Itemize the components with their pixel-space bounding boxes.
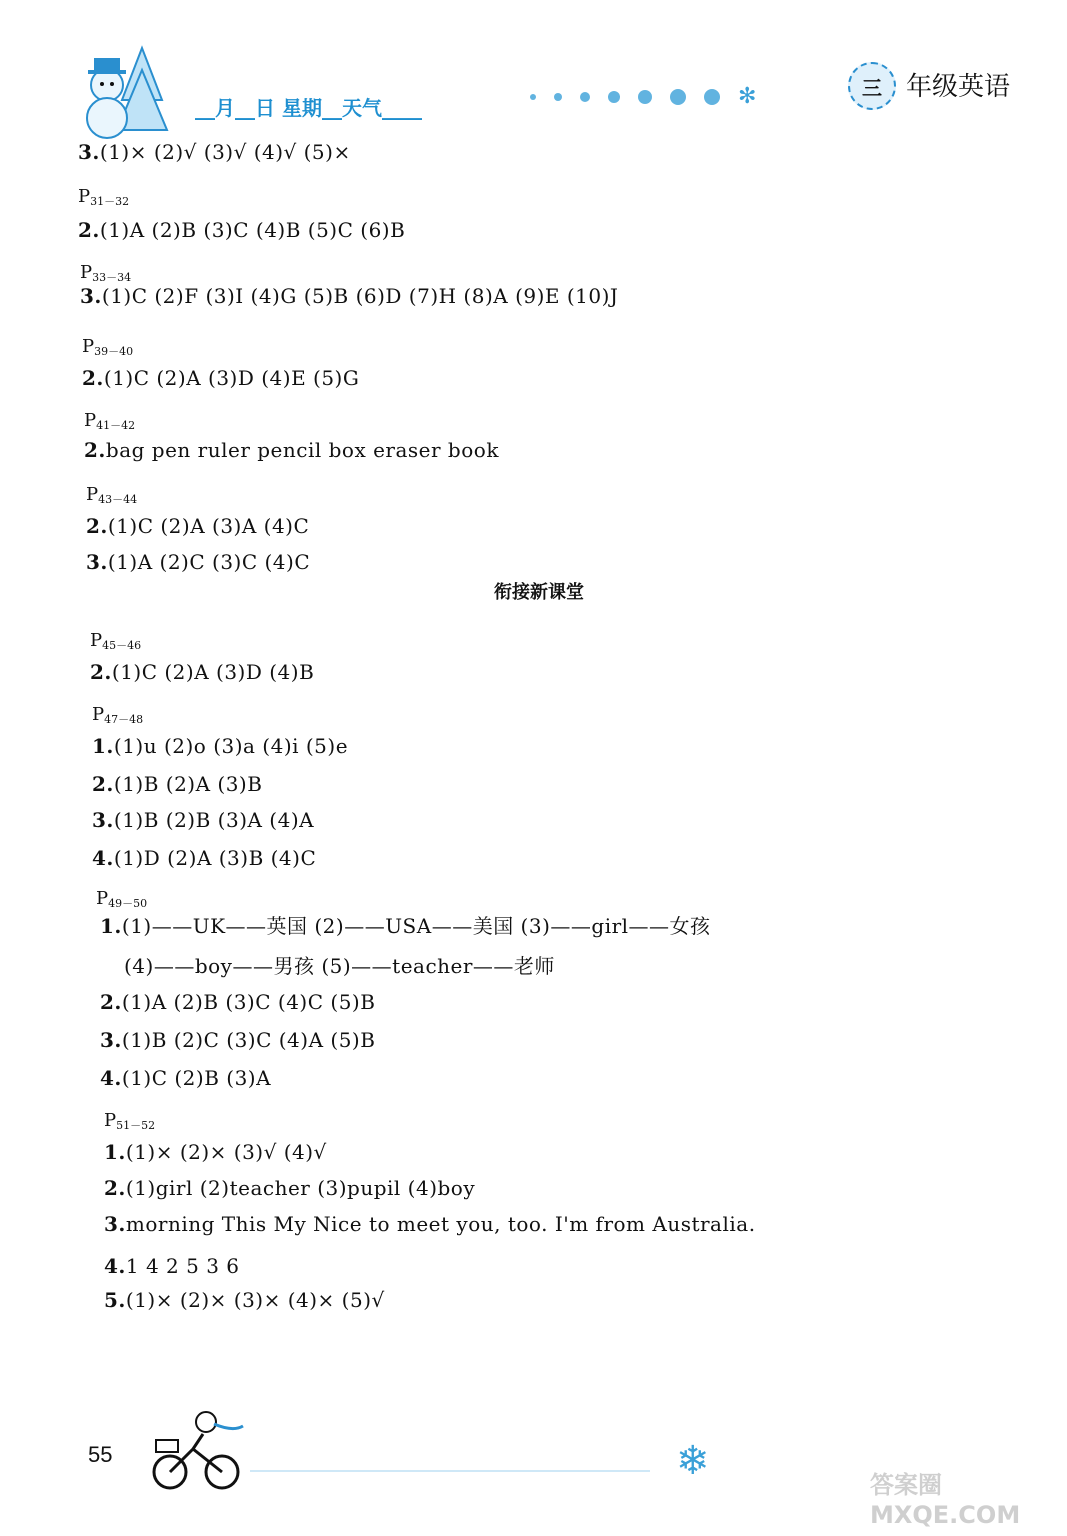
- line: 4.(1)C (2)B (3)A: [100, 1066, 272, 1090]
- line: 2.(1)A (2)B (3)C (4)C (5)B: [100, 990, 376, 1014]
- line: 2.(1)girl (2)teacher (3)pupil (4)boy: [104, 1176, 476, 1200]
- snowflake-icon: ✻: [738, 84, 757, 109]
- line: 3.(1)B (2)C (3)C (4)A (5)B: [100, 1028, 376, 1052]
- decorative-dots: [530, 84, 756, 109]
- section-label: $P_{33-34}$: [80, 262, 132, 284]
- date-weather-line: __月__日 星期__天气____: [195, 96, 422, 120]
- footer-decoration: [250, 1470, 650, 1472]
- section-label: $P_{45-46}$: [90, 630, 142, 652]
- line: 2.(1)B (2)A (3)B: [92, 772, 263, 796]
- dot-icon: [638, 90, 652, 104]
- snowflake-icon: ❄: [676, 1438, 710, 1484]
- line: 3.(1)C (2)F (3)I (4)G (5)B (6)D (7)H (8)A (9)E (10)J: [80, 284, 619, 308]
- line: 5.(1)× (2)× (3)× (4)× (5)√: [104, 1288, 385, 1312]
- line: (4)——boy——男孩 (5)——teacher——老师: [124, 954, 555, 978]
- line: 3.(1)B (2)B (3)A (4)A: [92, 808, 315, 832]
- line: 1.(1)u (2)o (3)a (4)i (5)e: [92, 734, 349, 758]
- line: 2.(1)A (2)B (3)C (4)B (5)C (6)B: [78, 218, 406, 242]
- page-number: 55: [88, 1442, 113, 1467]
- line: 2.bag pen ruler pencil box eraser book: [84, 438, 499, 462]
- book-title: 年级英语: [906, 72, 1011, 102]
- line: 4.(1)D (2)A (3)B (4)C: [92, 846, 317, 870]
- section-heading: 衔接新课堂: [494, 582, 584, 603]
- snowman-illustration: [72, 40, 172, 140]
- dot-icon: [670, 89, 686, 105]
- line: 2.(1)C (2)A (3)D (4)B: [90, 660, 315, 684]
- line: 3.(1)A (2)C (3)C (4)C: [86, 550, 311, 574]
- section-label: $P_{31-32}$: [78, 186, 130, 208]
- line: 1.(1)× (2)× (3)√ (4)√: [104, 1140, 327, 1164]
- section-label: $P_{49-50}$: [96, 888, 148, 910]
- line: 2.(1)C (2)A (3)A (4)C: [86, 514, 310, 538]
- section-label: $P_{47-48}$: [92, 704, 144, 726]
- section-label: $P_{43-44}$: [86, 484, 138, 506]
- dot-icon: [580, 92, 590, 102]
- dot-icon: [530, 94, 536, 100]
- line: 3.(1)× (2)√ (3)√ (4)√ (5)×: [78, 140, 351, 164]
- dot-icon: [704, 89, 720, 105]
- dot-icon: [554, 93, 562, 101]
- line: 1.(1)——UK——英国 (2)——USA——美国 (3)——girl——女孩: [100, 914, 711, 938]
- watermark: 答案圈 MXQE.COM: [870, 1471, 1021, 1529]
- section-label: $P_{41-42}$: [84, 410, 136, 432]
- section-label: $P_{39-40}$: [82, 336, 134, 358]
- line: 3.morning This My Nice to meet you, too. I'm from Australia.: [104, 1212, 756, 1236]
- line: 2.(1)C (2)A (3)D (4)E (5)G: [82, 366, 360, 390]
- dot-icon: [608, 91, 620, 103]
- line: 4.1 4 2 5 3 6: [104, 1254, 240, 1278]
- girl-bicycle-illustration: [148, 1404, 248, 1494]
- section-label: $P_{51-52}$: [104, 1110, 156, 1132]
- grade-badge: 三: [848, 62, 896, 110]
